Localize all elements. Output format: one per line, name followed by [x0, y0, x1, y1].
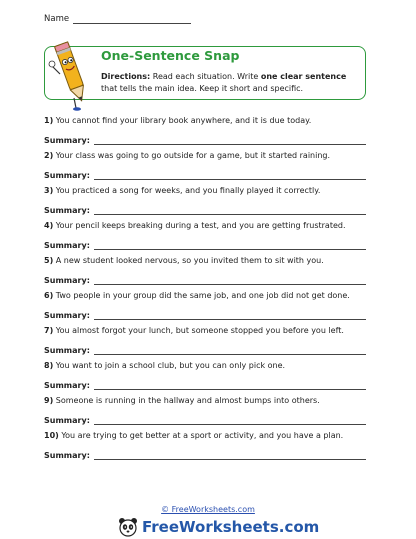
summary-row[interactable] — [44, 311, 366, 320]
summary-label: Summary: — [44, 136, 90, 145]
question-item-5 — [44, 256, 366, 291]
question-prompt: Two people in your group did the same job, and one job did not get done. — [53, 291, 350, 300]
summary-answer-line[interactable] — [94, 241, 366, 250]
brand-logo[interactable] — [118, 517, 319, 537]
summary-row[interactable] — [44, 416, 366, 425]
question-text — [44, 326, 366, 336]
question-text — [44, 361, 366, 371]
question-number: 10) — [44, 431, 59, 440]
summary-label: Summary: — [44, 171, 90, 180]
summary-row[interactable] — [44, 171, 366, 180]
summary-label: Summary: — [44, 451, 90, 460]
summary-label: Summary: — [44, 381, 90, 390]
name-label: Name — [44, 14, 70, 24]
question-text — [44, 151, 366, 161]
name-field[interactable] — [44, 14, 191, 24]
summary-answer-line[interactable] — [94, 171, 366, 180]
panda-logo-icon — [118, 517, 138, 537]
directions-part-1: Read each situation. Write — [150, 72, 261, 81]
question-prompt: Someone is running in the hallway and almost bumps into others. — [53, 396, 320, 405]
summary-row[interactable] — [44, 206, 366, 215]
brand-name: FreeWorksheets.com — [142, 518, 320, 536]
summary-row[interactable] — [44, 451, 366, 460]
question-prompt: You want to join a school club, but you can only pick one. — [53, 361, 286, 370]
directions-text — [101, 71, 359, 95]
question-item-7 — [44, 326, 366, 361]
question-text — [44, 116, 366, 126]
summary-row[interactable] — [44, 136, 366, 145]
name-line[interactable] — [73, 14, 191, 24]
question-item-1 — [44, 116, 366, 151]
directions-part-2: that tells the main idea. Keep it short and specific. — [101, 84, 304, 93]
summary-row[interactable] — [44, 381, 366, 390]
question-item-3 — [44, 186, 366, 221]
question-number: 5) — [44, 256, 54, 265]
summary-answer-line[interactable] — [94, 206, 366, 215]
question-number: 8) — [44, 361, 54, 370]
question-item-10 — [44, 431, 366, 466]
summary-row[interactable] — [44, 276, 366, 285]
summary-answer-line[interactable] — [94, 451, 366, 460]
question-number: 4) — [44, 221, 54, 230]
question-text — [44, 431, 366, 441]
summary-label: Summary: — [44, 276, 90, 285]
summary-answer-line[interactable] — [94, 311, 366, 320]
question-prompt: You cannot find your library book anywhere, and it is due today. — [53, 116, 312, 125]
question-prompt: You almost forgot your lunch, but someone stopped you before you left. — [53, 326, 344, 335]
question-item-2 — [44, 151, 366, 186]
question-item-6 — [44, 291, 366, 326]
summary-label: Summary: — [44, 416, 90, 425]
directions-emphasis: one clear sentence — [260, 72, 347, 81]
question-number: 2) — [44, 151, 54, 160]
question-prompt: Your class was going to go outside for a game, but it started raining. — [53, 151, 331, 160]
summary-answer-line[interactable] — [94, 346, 366, 355]
summary-row[interactable] — [44, 346, 366, 355]
question-text — [44, 221, 366, 231]
question-prompt: A new student looked nervous, so you invited them to sit with you. — [53, 256, 324, 265]
summary-answer-line[interactable] — [94, 276, 366, 285]
question-prompt: You practiced a song for weeks, and you finally played it correctly. — [53, 186, 321, 195]
summary-answer-line[interactable] — [94, 136, 366, 145]
summary-label: Summary: — [44, 346, 90, 355]
question-text — [44, 291, 366, 301]
summary-label: Summary: — [44, 206, 90, 215]
directions-label: Directions: — [101, 72, 151, 81]
summary-label: Summary: — [44, 241, 90, 250]
question-item-9 — [44, 396, 366, 431]
question-number: 6) — [44, 291, 54, 300]
question-prompt: Your pencil keeps breaking during a test, and you are getting frustrated. — [53, 221, 346, 230]
summary-answer-line[interactable] — [94, 416, 366, 425]
footer-copyright-link[interactable]: © FreeWorksheets.com — [161, 505, 255, 514]
question-number: 3) — [44, 186, 54, 195]
question-prompt: You are trying to get better at a sport or activity, and you have a plan. — [58, 431, 344, 440]
question-list — [44, 116, 366, 466]
question-text — [44, 256, 366, 266]
question-item-8 — [44, 361, 366, 396]
summary-label: Summary: — [44, 311, 90, 320]
pencil-mascot-icon — [46, 36, 100, 112]
question-text — [44, 396, 366, 406]
question-text — [44, 186, 366, 196]
question-number: 7) — [44, 326, 54, 335]
question-number: 1) — [44, 116, 54, 125]
worksheet-title: One-Sentence Snap — [101, 48, 240, 63]
question-item-4 — [44, 221, 366, 256]
summary-row[interactable] — [44, 241, 366, 250]
summary-answer-line[interactable] — [94, 381, 366, 390]
question-number: 9) — [44, 396, 54, 405]
